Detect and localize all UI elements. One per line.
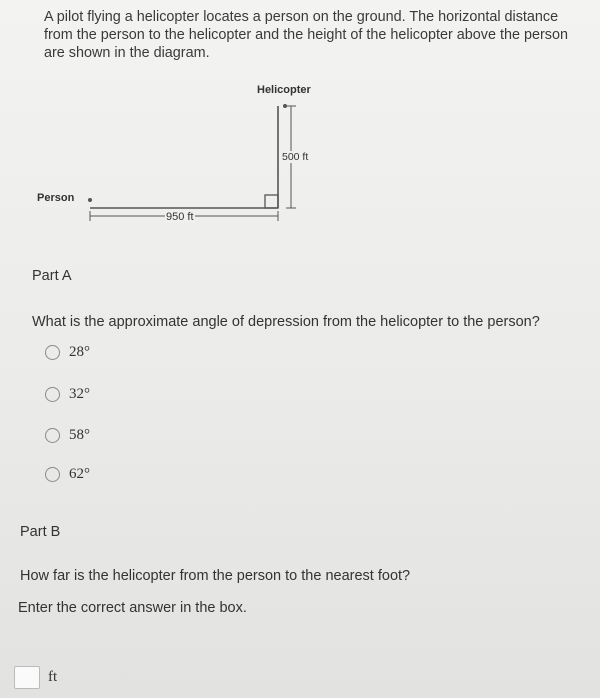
answer-input[interactable] <box>14 666 40 689</box>
choice-label: 58° <box>69 427 90 443</box>
choice-label: 62° <box>69 466 90 482</box>
helicopter-label: Helicopter <box>257 84 311 96</box>
part-b-question: How far is the helicopter from the person to the nearest foot? <box>20 568 411 584</box>
height-label: 500 ft <box>282 151 309 163</box>
intro-line-1: A pilot flying a helicopter locates a person on the ground. The horizontal distance <box>44 9 559 25</box>
part-b-title: Part B <box>20 524 61 540</box>
part-b-instruction: Enter the correct answer in the box. <box>18 600 247 616</box>
choice-28[interactable] <box>45 344 90 361</box>
radio-button[interactable] <box>45 428 60 443</box>
intro-line-2: from the person to the helicopter and the height of the helicopter above the person <box>44 27 569 43</box>
radio-button[interactable] <box>45 387 60 402</box>
intro-line-3: are shown in the diagram. <box>44 45 210 61</box>
right-angle-marker <box>265 195 278 208</box>
choice-58[interactable] <box>45 427 90 444</box>
radio-button[interactable] <box>45 345 60 360</box>
answer-unit: ft <box>48 669 58 685</box>
choice-32[interactable] <box>45 386 90 403</box>
problem-intro <box>44 8 596 62</box>
part-a-question: What is the approximate angle of depression from the helicopter to the person? <box>32 314 540 330</box>
person-label: Person <box>37 192 75 204</box>
helicopter-diagram <box>0 80 600 240</box>
radio-button[interactable] <box>45 467 60 482</box>
choice-62[interactable] <box>45 466 90 483</box>
horizontal-distance-label: 950 ft <box>166 211 194 223</box>
choice-label: 28° <box>69 344 90 360</box>
choice-label: 32° <box>69 386 90 402</box>
person-dot <box>88 198 92 202</box>
part-a-title: Part A <box>32 268 72 284</box>
part-b-answer-row <box>14 666 57 689</box>
